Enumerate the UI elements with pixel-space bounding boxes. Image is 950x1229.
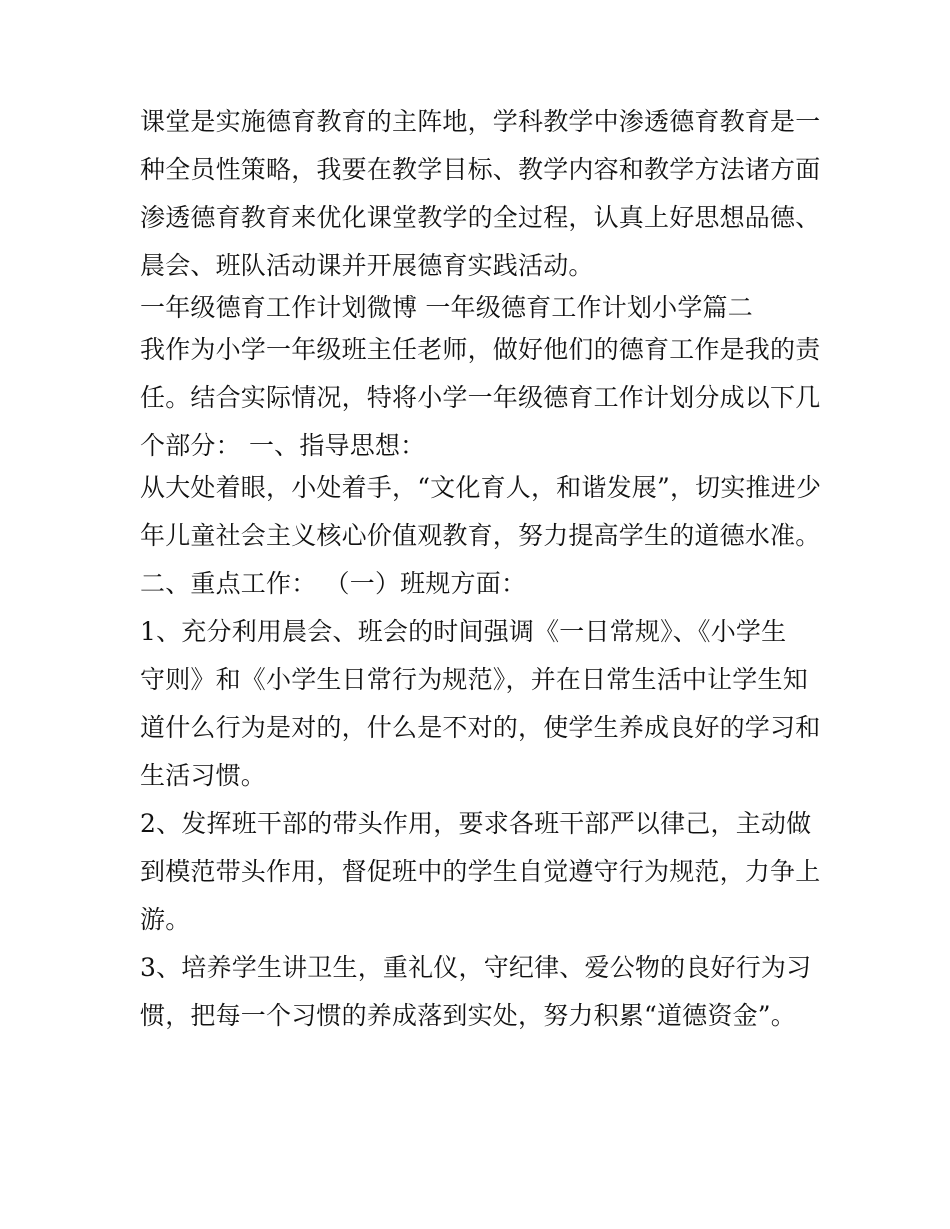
text-line: 从大处着眼，小处着手，“文化育人，和谐发展”，切实推进少: [140, 473, 822, 502]
paragraph-responsibility: [140, 332, 820, 464]
text-line: 任。结合实际情况，特将小学一年级德育工作计划分成以下几: [140, 383, 821, 412]
text-line: 3、培养学生讲卫生，重礼仪，守纪律、爱公物的良好行为习: [140, 953, 812, 982]
document-body: [140, 104, 820, 1034]
section-title-line: 一年级德育工作计划微博 一年级德育工作计划小学篇二: [140, 293, 753, 322]
list-item-3: [140, 950, 820, 1034]
text-line: 守则》和《小学生日常行为规范》，并在日常生活中让学生知: [140, 665, 808, 694]
paragraph-key-work: [140, 566, 820, 602]
text-line: 1、充分利用晨会、班会的时间强调《一日常规》、《小学生: [140, 617, 787, 646]
text-line: 我作为小学一年级班主任老师，做好他们的德育工作是我的责: [140, 335, 821, 364]
list-item-1: [140, 614, 820, 794]
paragraph-intro: [140, 104, 820, 284]
list-item-2: [140, 806, 820, 938]
text-line: 晨会、班队活动课并开展德育实践活动。: [140, 251, 594, 280]
paragraph-guiding-thought: [140, 470, 820, 554]
section-title: [140, 290, 820, 326]
text-line: 惯，把每一个习惯的养成落到实处，努力积累“道德资金”。: [140, 1001, 796, 1030]
text-line: 道什么行为是对的，什么是不对的，使学生养成良好的学习和: [140, 713, 821, 742]
text-line: 种全员性策略，我要在教学目标、教学内容和教学方法诸方面: [140, 155, 821, 184]
text-line: 渗透德育教育来优化课堂教学的全过程，认真上好思想品德、: [140, 203, 821, 232]
text-line: 游。: [140, 905, 191, 934]
text-line: 个部分： 一、指导思想：: [140, 431, 426, 460]
text-line: 年儿童社会主义核心价值观教育，努力提高学生的道德水准。: [140, 521, 821, 550]
text-line: 二、重点工作： （一）班规方面：: [140, 569, 527, 598]
text-line: 到模范带头作用，督促班中的学生自觉遵守行为规范，力争上: [140, 857, 821, 886]
text-line: 2、发挥班干部的带头作用，要求各班干部严以律己，主动做: [140, 809, 812, 838]
text-line: 生活习惯。: [140, 761, 267, 790]
text-line: 课堂是实施德育教育的主阵地，学科教学中渗透德育教育是一: [140, 107, 821, 136]
